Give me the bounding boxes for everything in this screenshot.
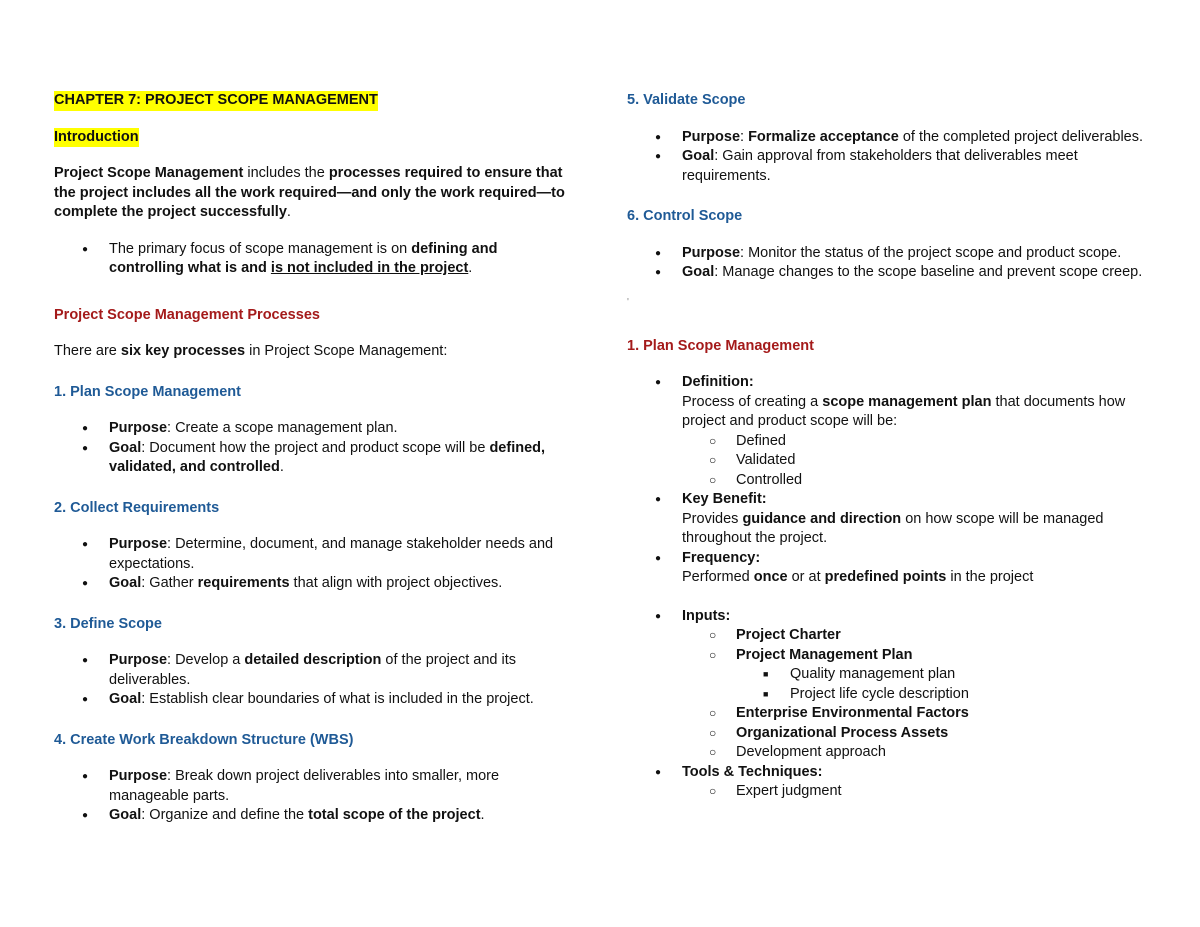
key-benefit-item: ● Key Benefit: Provides guidance and direction on how scope will be managed throughout the project. (627, 490, 1157, 549)
list-item: ● Goal: Gather requirements that align with project objectives. (54, 574, 574, 594)
list-item: ● Goal: Gain approval from stakeholders that deliverables meet requirements. (627, 147, 1157, 186)
intro-label: Introduction (54, 128, 139, 148)
list-item: ○ Development approach (682, 743, 1157, 763)
section-list (627, 244, 1157, 283)
section-heading: 6. Control Scope (627, 208, 743, 224)
list-item: ● Goal: Organize and define the total scope of the project. (54, 806, 574, 826)
section-heading: 5. Validate Scope (627, 92, 746, 108)
section-heading: 3. Define Scope (54, 615, 162, 632)
list-item: ● Purpose: Monitor the status of the project scope and product scope. (627, 244, 1157, 264)
list-item: ■ Quality management plan (736, 665, 1157, 685)
list-item: ● Purpose: Develop a detailed description of the project and its deliverables. (54, 651, 574, 690)
inputs-item: ● Inputs: ○ Project Charter ○ Project Management Plan ■ Quality management plan ■ Project life cycle description ○ Enterprise Environmental Factors ○ Organizational Process Assets ○ Development approach (627, 607, 1157, 763)
focus-list (54, 240, 574, 279)
frequency-item: ● Frequency: Performed once or at predefined points in the project (627, 549, 1157, 588)
section-list (54, 535, 574, 594)
six-processes-line: There are six key processes in Project Scope Management: (54, 343, 448, 359)
processes-heading: Project Scope Management Processes (54, 306, 320, 323)
list-item: ○ Enterprise Environmental Factors (682, 704, 1157, 724)
list-item: ● Purpose: Create a scope management plan. (54, 419, 574, 439)
stray-mark: ' (627, 296, 629, 308)
list-item: ○ Validated (682, 451, 1157, 471)
section-list (54, 651, 574, 710)
list-item: ● Purpose: Determine, document, and manage stakeholder needs and expectations. (54, 535, 574, 574)
list-item: ○ Controlled (682, 471, 1157, 491)
left-column (54, 91, 574, 826)
list-item: ● Purpose: Break down project deliverables into smaller, more manageable parts. (54, 767, 574, 806)
list-item: ○ Defined (682, 432, 1157, 452)
list-item: ● Goal: Document how the project and product scope will be defined, validated, and controlled. (54, 439, 574, 478)
right-column (627, 91, 1157, 802)
list-item: ● The primary focus of scope management is on defining and controlling what is and is not included in the project. (54, 240, 574, 279)
list-item: ○ Organizational Process Assets (682, 724, 1157, 744)
list-item: ● Goal: Manage changes to the scope baseline and prevent scope creep. (627, 263, 1157, 283)
list-item: ● Purpose: Formalize acceptance of the completed project deliverables. (627, 128, 1157, 148)
section-heading: 2. Collect Requirements (54, 499, 220, 516)
intro-paragraph: Project Scope Management includes the processes required to ensure that the project includes all the work required—and only the work required—to complete the project successfully. (54, 165, 565, 220)
section-heading: 4. Create Work Breakdown Structure (WBS) (54, 731, 354, 748)
definition-item: ● Definition: Process of creating a scope management plan that documents how project and product scope will be: ○ Defined ○ Validated ○ Controlled (627, 373, 1157, 490)
list-item: ○ Project Management Plan ■ Quality management plan ■ Project life cycle description (682, 646, 1157, 705)
list-item: ● Goal: Establish clear boundaries of what is included in the project. (54, 690, 574, 710)
chapter-title: CHAPTER 7: PROJECT SCOPE MANAGEMENT (54, 91, 378, 111)
tools-item: ● Tools & Techniques: ○ Expert judgment (627, 763, 1157, 802)
section-list (54, 767, 574, 826)
list-item: ○ Expert judgment (682, 782, 1157, 802)
plan-scope-heading: 1. Plan Scope Management (627, 337, 814, 354)
section-heading: 1. Plan Scope Management (54, 383, 241, 400)
section-list (627, 128, 1157, 187)
inputs-list (627, 607, 1157, 802)
list-item: ■ Project life cycle description (736, 685, 1157, 705)
section-list (54, 419, 574, 478)
plan-scope-list (627, 373, 1157, 588)
list-item: ○ Project Charter (682, 626, 1157, 646)
